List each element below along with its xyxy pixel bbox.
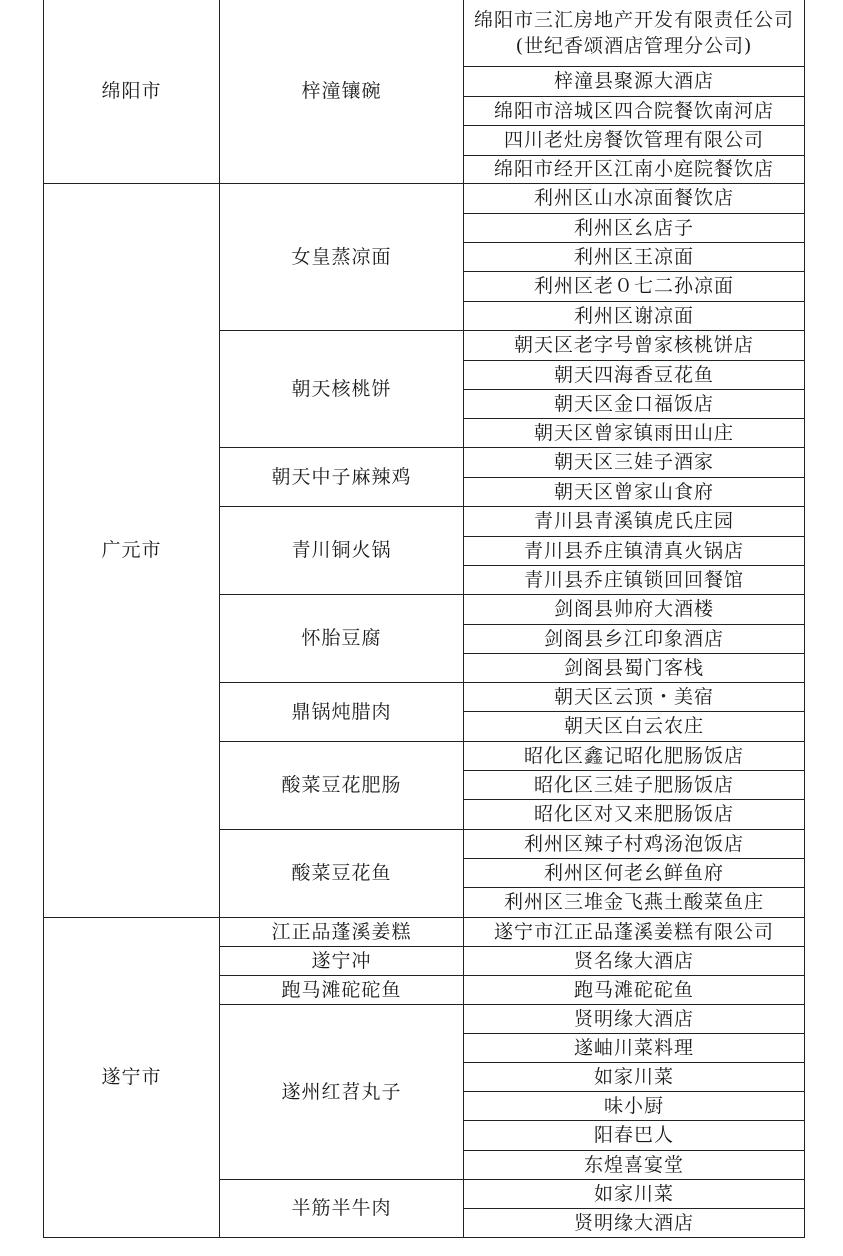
establishment-cell: 绵阳市涪城区四合院餐饮南河店	[464, 96, 805, 125]
establishment-cell: 剑阁县蜀门客栈	[464, 653, 805, 682]
table-row	[44, 917, 805, 946]
dish-cell: 半筋半牛肉	[220, 1179, 464, 1237]
establishment-cell: 利州区幺店子	[464, 213, 805, 242]
establishment-cell: 剑阁县乡江印象酒店	[464, 624, 805, 653]
dish-cell: 朝天中子麻辣鸡	[220, 447, 464, 506]
establishment-cell: 朝天四海香豆花鱼	[464, 360, 805, 389]
establishment-cell: 如家川菜	[464, 1062, 805, 1091]
establishment-cell: 朝天区金口福饭店	[464, 389, 805, 418]
establishment-cell: 青川县青溪镇虎氏庄园	[464, 506, 805, 536]
establishment-cell: 遂宁市江正品蓬溪姜糕有限公司	[464, 917, 805, 946]
establishment-cell: 味小厨	[464, 1091, 805, 1120]
establishment-cell: 跑马滩砣砣鱼	[464, 975, 805, 1004]
establishment-cell: 贤明缘大酒店	[464, 1004, 805, 1033]
dish-cell: 朝天核桃饼	[220, 330, 464, 447]
establishment-cell: 昭化区三娃子肥肠饭店	[464, 770, 805, 799]
city-cell: 遂宁市	[44, 917, 220, 1237]
establishment-cell: 利州区何老幺鲜鱼府	[464, 858, 805, 887]
establishment-cell: 阳春巴人	[464, 1120, 805, 1150]
city-cell: 绵阳市	[44, 0, 220, 183]
establishment-cell: 绵阳市三汇房地产开发有限责任公司(世纪香颂酒店管理分公司)	[464, 0, 805, 66]
establishment-cell: 昭化区鑫记昭化肥肠饭店	[464, 741, 805, 770]
establishment-cell: 青川县乔庄镇清真火锅店	[464, 536, 805, 565]
establishment-cell: 剑阁县帅府大酒楼	[464, 594, 805, 624]
dish-cell: 酸菜豆花肥肠	[220, 741, 464, 829]
establishment-cell: 遂岫川菜料理	[464, 1033, 805, 1062]
city-cell: 广元市	[44, 183, 220, 917]
establishment-cell: 青川县乔庄镇锁回回餐馆	[464, 565, 805, 594]
dish-cell: 青川铜火锅	[220, 506, 464, 594]
dish-cell: 江正品蓬溪姜糕	[220, 917, 464, 946]
dish-cell: 酸菜豆花鱼	[220, 829, 464, 917]
establishment-cell: 贤名缘大酒店	[464, 946, 805, 975]
establishment-cell: 朝天区三娃子酒家	[464, 447, 805, 477]
establishment-cell: 昭化区对又来肥肠饭店	[464, 799, 805, 829]
establishment-cell: 朝天区曾家镇雨田山庄	[464, 418, 805, 447]
establishment-cell: 绵阳市经开区江南小庭院餐饮店	[464, 155, 805, 183]
dish-cell: 怀胎豆腐	[220, 594, 464, 682]
dish-cell: 跑马滩砣砣鱼	[220, 975, 464, 1004]
establishment-cell: 利州区老０七二孙凉面	[464, 271, 805, 301]
dish-cell: 遂宁冲	[220, 946, 464, 975]
establishment-cell: 利州区辣子村鸡汤泡饭店	[464, 829, 805, 858]
restaurant-directory-table	[43, 0, 805, 1238]
establishment-cell: 朝天区云顶・美宿	[464, 682, 805, 711]
establishment-cell: 朝天区老字号曾家核桃饼店	[464, 330, 805, 360]
establishment-cell: 梓潼县聚源大酒店	[464, 66, 805, 96]
establishment-cell: 朝天区曾家山食府	[464, 477, 805, 506]
establishment-cell: 四川老灶房餐饮管理有限公司	[464, 125, 805, 155]
table-row	[44, 183, 805, 213]
establishment-cell: 贤明缘大酒店	[464, 1208, 805, 1237]
table-body	[44, 0, 805, 1237]
table-row	[44, 0, 805, 66]
establishment-cell: 朝天区白云农庄	[464, 711, 805, 741]
dish-cell: 鼎锅炖腊肉	[220, 682, 464, 741]
establishment-cell: 东煌喜宴堂	[464, 1150, 805, 1179]
establishment-cell: 利州区王凉面	[464, 242, 805, 271]
establishment-cell: 利州区山水凉面餐饮店	[464, 183, 805, 213]
establishment-cell: 如家川菜	[464, 1179, 805, 1208]
establishment-cell: 利州区谢凉面	[464, 301, 805, 330]
dish-cell: 女皇蒸凉面	[220, 183, 464, 330]
dish-cell: 遂州红苕丸子	[220, 1004, 464, 1179]
dish-cell: 梓潼镶碗	[220, 0, 464, 183]
establishment-cell: 利州区三堆金飞燕土酸菜鱼庄	[464, 887, 805, 917]
